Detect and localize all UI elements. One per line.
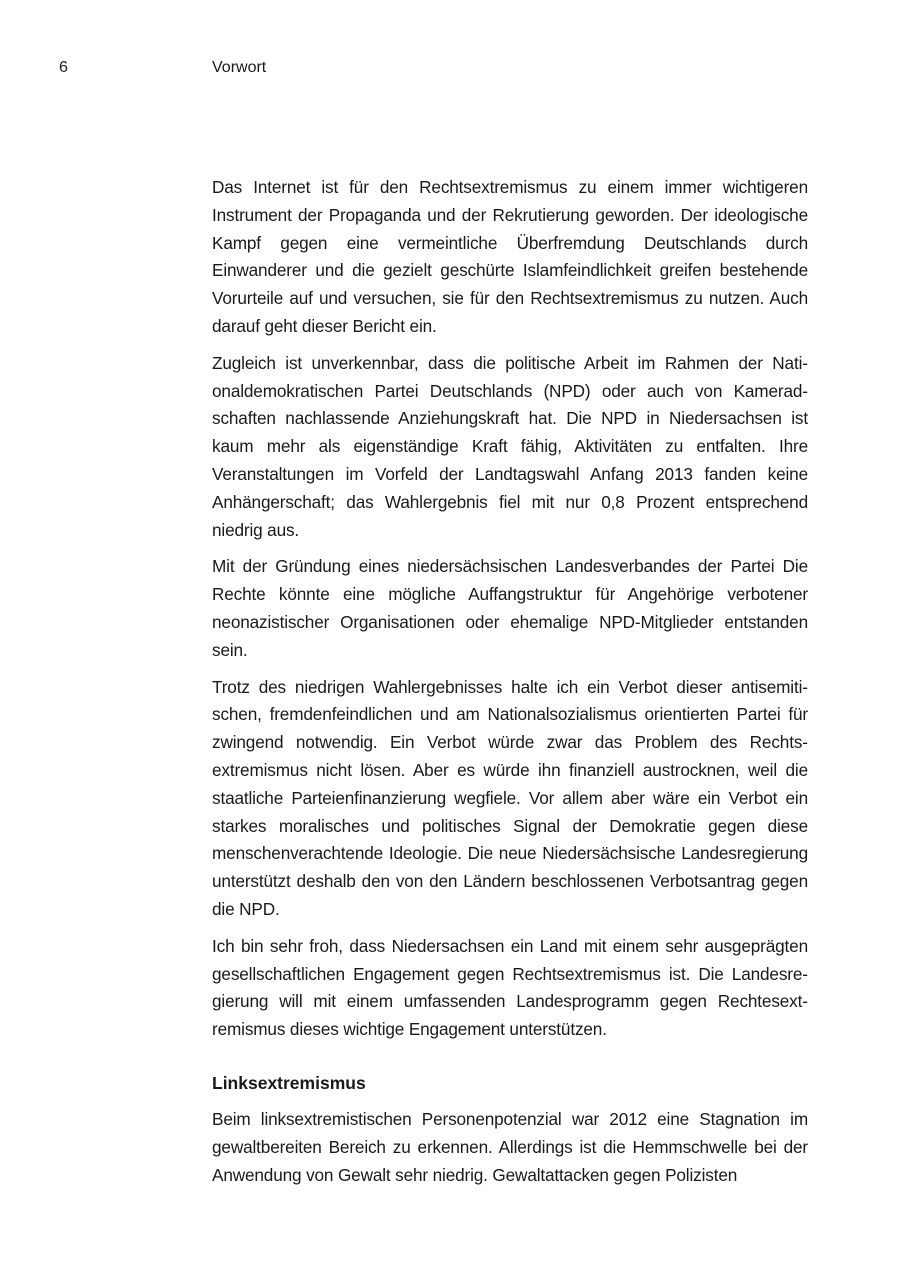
paragraph: Das Internet ist für den Rechtsextremismus zu einem immer wichtigeren Instrument der Propaganda und der Rekrutierung geworden. Der ideologische Kampf gegen eine vermeintliche Überfremdung Deutschlands durch Einwanderer und die gezielt geschürte Islamfeindlichkeit greifen bestehende Vorurteile auf und versuchen, sie für den Rechtsextremismus zu nutzen. Auch darauf geht dieser Bericht ein. [212, 177, 808, 336]
paragraph: Zugleich ist unverkennbar, dass die politische Arbeit im Rahmen der Nationaldemokratischen Partei Deutschlands (NPD) oder auch von Kameradschaften nachlassende Anziehungskraft hat. Die NPD in Niedersachsen ist kaum mehr als eigenständige Kraft fähig, Aktivitäten zu entfalten. Ihre Veranstaltungen im Vorfeld der Landtagswahl Anfang 2013 fanden keine Anhängerschaft; das Wahlergebnis fiel mit nur 0,8 Prozent entsprechend niedrig aus. [212, 352, 808, 540]
section-heading: Linksextremismus [212, 1072, 366, 1093]
page-number: 6 [59, 59, 68, 76]
paragraph: Trotz des niedrigen Wahlergebnisses halte ich ein Verbot dieser antisemitischen, fremdenfeindlichen und am Nationalsozialismus orientierten Partei für zwingend notwendig. Ein Verbot würde zwar das Problem des Rechtsextremismus nicht lösen. Aber es würde ihn finanziell austrocknen, weil die staatliche Parteienfinanzierung wegfiele. Vor allem aber wäre ein Verbot ein starkes moralisches und politisches Signal der Demokratie gegen diese menschenverachtende Ideologie. Die neue Niedersächsische Landesregierung unterstützt deshalb den von den Ländern beschlossenen Verbotsantrag gegen die NPD. [212, 676, 808, 919]
running-header: Vorwort [212, 59, 267, 76]
paragraph: Ich bin sehr froh, dass Niedersachsen ein Land mit einem sehr ausgeprägten gesellschaftlichen Engagement gegen Rechtsextremismus ist. Die Landesregierung will mit einem umfassenden Landesprogramm gegen Rechtesextremismus dieses wichtige Engagement unterstützen. [212, 935, 808, 1040]
paragraph: Beim linksextremistischen Personenpotenzial war 2012 eine Stagnation im gewaltbereiten Bereich zu erkennen. Allerdings ist die Hemmschwelle bei der Anwendung von Gewalt sehr niedrig. Gewaltattacken gegen Polizisten [212, 1108, 808, 1185]
paragraph: Mit der Gründung eines niedersächsischen Landesverbandes der Partei Die Rechte könnte eine mögliche Auffangstruktur für Angehörige verbotener neonazistischer Organisationen oder ehemalige NPD-Mitglieder entstanden sein. [212, 556, 808, 660]
body-text [212, 174, 808, 1198]
